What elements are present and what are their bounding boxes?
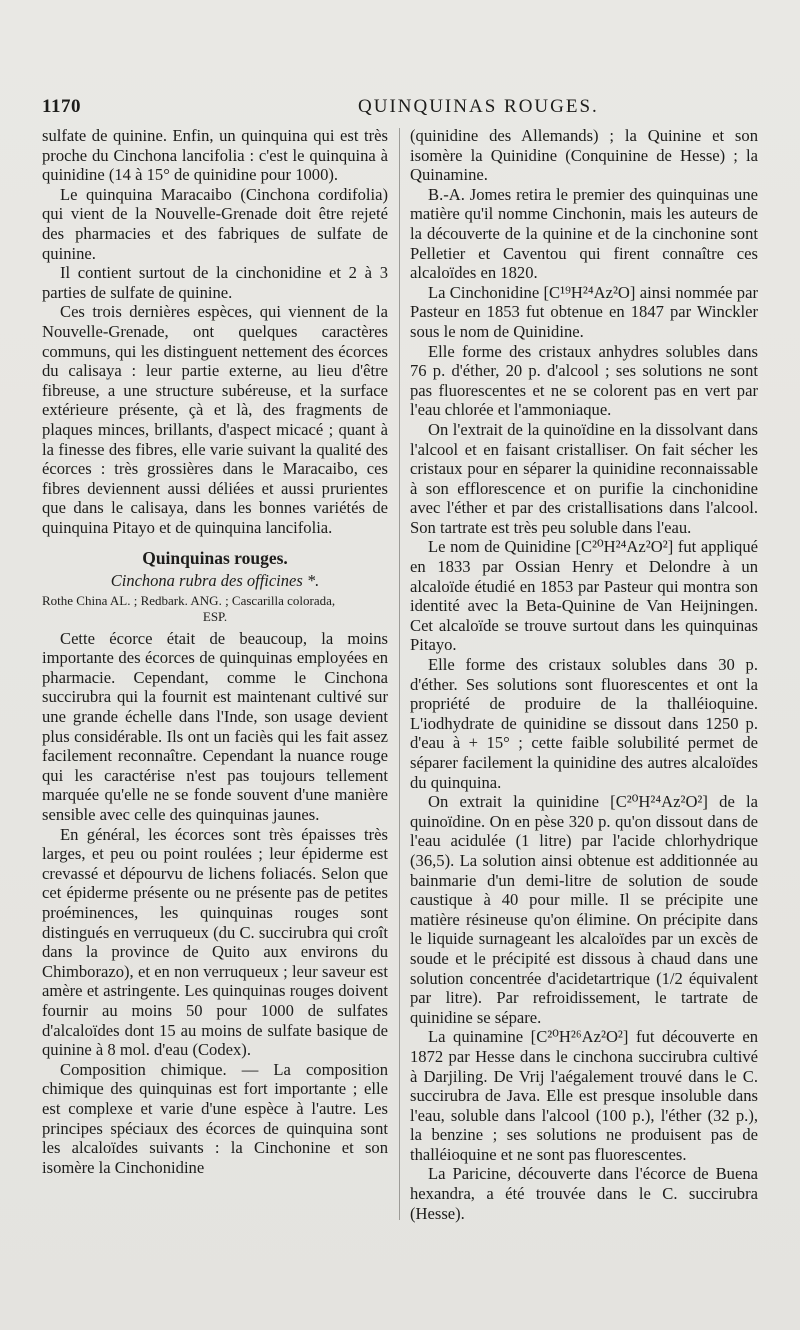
paragraph: Cette écorce était de beaucoup, la moins importante des écorces de quinquinas employées en pharmacie. Cependant, comme le Cinchona succirubra qui la fournit est maintenant cultivé sur une grande échelle dans l'Inde, son usage devient plus considérable. Ils ont un faciès qui les fait assez facilement reconnaître. Cependant la nuance rouge qui les caractérise n'est pas toujours tellement marquée qu'elle ne se fonde souvent d'une manière sensible avec celle des quinquinas jaunes. — [42, 628, 388, 824]
page-header — [42, 94, 754, 124]
section-title: Quinquinas rouges. — [142, 548, 288, 569]
paragraph: La quinamine [C²⁰H²⁶Az²O²] fut découverte en 1872 par Hesse dans le cinchona succirubra cultivé à Darjiling. De Vrij l'aégalement trouvé dans le C. succirubra de Java. Elle est presque insoluble dans l'eau, soluble dans l'alcool (100 p.), l'éther (32 p.), la benzine ; ses solutions ne produisent pas de thalléioquine et ne sont pas fluorescentes. — [410, 1027, 758, 1164]
paragraph: Composition chimique. — La composition chimique des quinquinas est fort importante ; elle est complexe et varie d'une espèce à l'autre. Les principes spéciaux des écorces de quinquina sont les alcaloïdes suivants : la Cinchonine et son isomère la Cinchonidine — [42, 1059, 388, 1177]
running-title: QUINQUINAS ROUGES. — [358, 96, 599, 117]
synonyms — [42, 593, 388, 625]
paragraph: B.-A. Jomes retira le premier des quinquinas une matière qu'il nomme Cinchonin, mais les auteurs de la découverte de la quinine et de la cinchonine sont Pelletier et Caventou qui firent connaître ces alcaloïdes en 1820. — [410, 184, 758, 283]
paragraph: La Cinchonidine [C¹⁹H²⁴Az²O] ainsi nommée par Pasteur en 1853 fut obtenue en 1847 par Winckler sous le nom de Quinidine. — [410, 282, 758, 341]
paragraph: On extrait la quinidine [C²⁰H²⁴Az²O²] de la quinoïdine. On en pèse 320 p. qu'on dissout dans de l'eau acidulée (1 litre) par l'acide chlorhydrique (36,5). La solution ainsi obtenue est additionnée au bainmarie d'un demi-litre de solution de soude caustique à 40 pour mille. Il se précipite une matière résineuse qu'on élimine. On précipite dans le liquide surnageant les alcaloïdes par un excès de soude et le précipité est dissous à chaud dans une solution concentrée d'acidetartrique (1/2 équivalent par litre). Par refroidissement, le tartrate de quinidine se sépare. — [410, 792, 758, 1027]
paragraph: Elle forme des cristaux anhydres solubles dans 76 p. d'éther, 20 p. d'alcool ; ses solutions ne sont pas fluorescentes et ne se colorent pas en vert par l'eau chlorée et l'ammoniaque. — [410, 341, 758, 420]
paragraph: En général, les écorces sont très épaisses très larges, et peu ou point roulées ; leur épiderme est crevassé et dépourvu de lichens foliacés. Selon que cet épiderme présente ou ne présente pas de petites proéminences, les quinquinas rouges sont distingués en verruqueux (du C. succirubra qui croît dans la province de Quito aux environs du Chimborazo), et en non verruqueux ; leur saveur est amère et astringente. Les quinquinas rouges doivent fournir au moins 50 pour 1000 de sulfates d'alcaloïdes dont 15 au moins de sulfate basique de quinine à 8 mol. d'eau (Codex). — [42, 824, 388, 1060]
section-subtitle: Cinchona rubra des officines *. — [110, 571, 320, 591]
paragraph: Ces trois dernières espèces, qui viennent de la Nouvelle-Grenade, ont quelques caractères communs, qui les distinguent nettement des écorces du calisaya : leur partie externe, au lieu d'être fibreuse, a une structure subéreuse, et la surface extérieure présente, çà et là, des fragments de plaques minces, brillants, d'aspect micacé ; quant à la finesse des fibres, elle varie suivant la qualité des écorces : très grossières dans le Maracaibo, ces fibres deviennent aussi déliées et aussi prurientes que dans le calisaya, dans les bonnes variétés de quinquina Pitayo et de quinquina lancifolia. — [42, 302, 388, 537]
page-number: 1170 — [42, 96, 81, 117]
paragraph: On l'extrait de la quinoïdine en la dissolvant dans l'alcool et en faisant cristalliser. On fait sécher les cristaux pour en séparer la quinidine reconnaissable à son efflorescence et on purifie la cinchonidine avec l'éther et par des cristallisations dans l'alcool. Son tartrate est très peu soluble dans l'eau. — [410, 419, 758, 537]
paragraph: Le nom de Quinidine [C²⁰H²⁴Az²O²] fut appliqué en 1833 par Ossian Henry et Delondre à un alcaloïde étudié en 1853 par Pasteur qui montra son identité avec la Beta-Quinine de Van Heijningen. Cet alcaloïde se trouve surtout dans les quinquinas Pitayo. — [410, 537, 758, 655]
paragraph: La Paricine, découverte dans l'écorce de Buena hexandra, a été trouvée dans le C. succirubra (Hesse). — [410, 1164, 758, 1223]
synonyms-line: Rothe China AL. ; Redbark. ANG. ; Cascarilla colorada, — [42, 592, 336, 608]
paragraph: Il contient surtout de la cinchonidine et 2 à 3 parties de sulfate de quinine. — [42, 263, 388, 302]
left-column — [42, 126, 388, 1177]
paragraph: (quinidine des Allemands) ; la Quinine et son isomère la Quinidine (Conquinine de Hesse) ; la Quinamine. — [410, 126, 758, 185]
column-divider — [399, 128, 400, 1220]
paragraph: Le quinquina Maracaibo (Cinchona cordifolia) qui vient de la Nouvelle-Grenade doit être rejeté des pharmacies et des fabriques de sulfate de quinine. — [42, 184, 388, 263]
right-column — [410, 126, 758, 1223]
paragraph: Elle forme des cristaux solubles dans 30 p. d'éther. Ses solutions sont fluorescentes et ont la propriété de produire de la thalléioquine. L'iodhydrate de quinidine se dissout dans 1250 p. d'eau à + 15° ; cette faible solubilité permet de séparer facilement la quinidine des autres alcaloïdes du quinquina. — [410, 655, 758, 792]
paragraph: sulfate de quinine. Enfin, un quinquina qui est très proche du Cinchona lancifolia : c'est le quinquina à quinidine (14 à 15° de quinidine pour 1000). — [42, 126, 388, 185]
synonyms-line: ESP. — [202, 608, 228, 624]
